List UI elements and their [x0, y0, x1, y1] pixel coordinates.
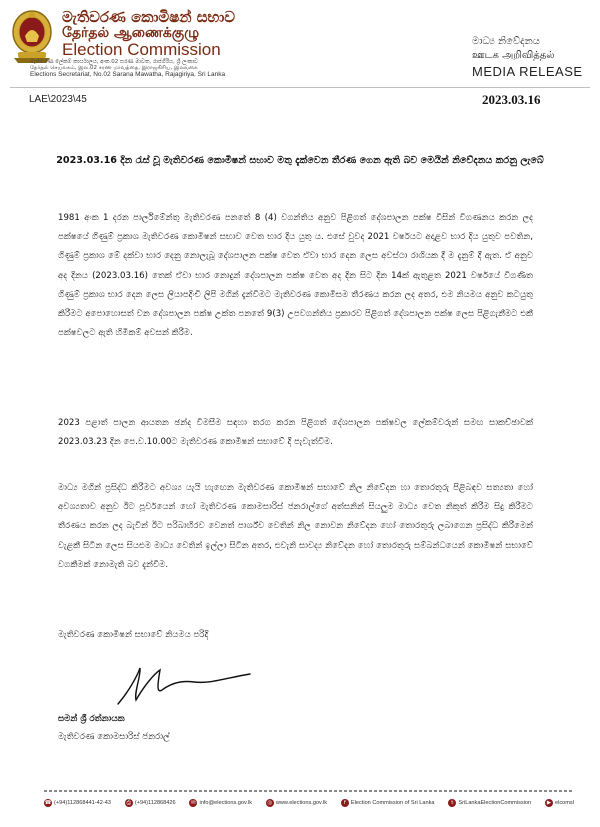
twitter-icon: t [448, 799, 456, 807]
closing-line: මැතිවරණ කොමිෂන් සභාවේ නියමය පරිදි [58, 630, 209, 640]
facebook-link[interactable]: Election Commission of Sri Lanka [350, 800, 435, 806]
email-icon: ✉ [191, 800, 196, 806]
footer-fax [125, 799, 176, 807]
twitter-link[interactable]: SriLankaElectionCommission [458, 800, 532, 806]
footer-youtube[interactable] [545, 799, 574, 807]
youtube-link[interactable]: elcomsl [554, 800, 574, 806]
facebook-icon: f [341, 799, 349, 807]
footer-twitter[interactable] [448, 799, 531, 807]
footer-email[interactable] [189, 799, 252, 807]
footer-facebook[interactable] [341, 799, 435, 807]
election-commission-emblem [9, 8, 55, 64]
paragraph-1: 1981 අංක 1 දරන පාර්ලිමේන්තු මැතිවරණ පනතේ 8 (4) වගන්තිය අනුව පිළිගත් දේශපාලන පක්ෂ විසින් විගණනය කරන ලද පක්ෂයේ ගිණුම් ප්‍රකාශ මැතිවරණ කොමිෂන් සභාව වෙත භාර දිය යුතු ය. එසේ වුවද 2021 වර්ෂයට අදාළව භාර දිය යුතුව පවතින, ගිණුම් ප්‍රකාශ මේ දක්වා භාර දෙනු නොලැබූ දේශපාලන පක්ෂ වෙත ඒවා භාර දෙන ලෙස අවස්ථා රාශියක දී ම දැනුම් දී ඇත. ඒ අනුව අද දිනය (2023.03.16) තෙක් ඒවා භාර නොදුන් දේශපාලන පක්ෂ වෙත අද දින සිට දින 14ක් ඇතුළත 2021 වර්ෂයේ විගණිත ගිණුම් ප්‍රකාශ භාර දෙන ලෙස ලියාපදිංචි ලිපි මගින් දැන්වීමට මැතිවරණ කොමිසම තීරණය කරන ලද අතර, එම නියමය අනුව කටයුතු කිරීමට අපොහොසත් වන දේශපාලන පක්ෂ උක්ත පනතේ 9(3) උපවගන්තිය ප්‍රකාරව පිළිගත් දේශපාලන පක්ෂ ලෙස පිළිගැනීමට එකී පක්ෂවලට ඇති හිමිකම් අවසන් කිරීම. [58, 213, 533, 339]
footer-phone [44, 799, 111, 807]
footer-divider [44, 790, 574, 792]
media-release-tamil: ஊடக அறிவித்தல் [472, 50, 555, 61]
media-release-sinhala: මාධ්‍ය නිවේදනය [472, 36, 540, 47]
phone-number: (+94)112868441-42-43 [54, 800, 111, 806]
footer-website[interactable] [266, 799, 327, 807]
website-link[interactable]: www.elections.gov.lk [275, 800, 328, 806]
secretariat-address-english: Elections Secretariat, No.02 Sarana Mawatha, Rajagiriya, Sri Lanka [30, 71, 226, 78]
org-name-sinhala: මැතිවරණ කොමිෂන් සභාව [62, 8, 236, 26]
release-date: 2023.03.16 [482, 92, 541, 107]
fax-icon: ⎙ [126, 800, 132, 806]
handwritten-signature [110, 660, 260, 710]
phone-icon: ☎ [44, 800, 52, 806]
signer-name: සමන් ශ්‍රී රත්නායක [58, 714, 125, 724]
release-title: 2023.03.16 දින රැස් වූ මැතිවරණ කොමිෂන් සභාව මතු දැක්වෙන තීරණ ගෙන ඇති බව මෙයින් නිවේදනය කරනු ලැබේ [56, 155, 544, 166]
secretariat-address-tamil: தேர்தல் செயலகம், இல.02 சரண மாவத்தை, இராஜகிரிய, இலங்கை [30, 65, 198, 71]
secretariat-address-sinhala: මැතිවරණ ලේකම් කාර්යාලය, අංක.02 සරණ මාවත, රාජගිරිය, ශ්‍රී ලංකාව [30, 59, 198, 65]
paragraph-2: 2023 පළාත් පාලන ආයතන ඡන්ද විමසීම සඳහා තරග කරන පිළිගත් දේශපාලන පක්ෂවල ලේකම්වරුන් සමඟ සාකච්ඡාවක් 2023.03.23 දින පෙ.ව.10.00ට මැතිවරණ කොමිෂන් සභාවේ දී පැවැත්වීම. [58, 418, 533, 448]
media-release-english: MEDIA RELEASE [472, 64, 583, 79]
reference-number: LAE\2023\45 [29, 94, 87, 105]
signer-title: මැතිවරණ කොමසාරිස් ජනරාල් [58, 732, 170, 742]
org-name-english: Election Commission [62, 40, 221, 59]
youtube-icon: ▶ [546, 800, 552, 806]
fax-number: (+94)112868426 [134, 800, 176, 806]
org-name-tamil: தேர்தல் ஆணைக்குழு [62, 25, 200, 41]
footer-contacts [44, 799, 574, 807]
globe-icon: ◎ [267, 800, 273, 806]
email-address[interactable]: info@elections.gov.lk [199, 800, 252, 806]
header-divider [10, 87, 590, 88]
paragraph-3: මාධ්‍ය මගින් ප්‍රසිද්ධ කිරීමට අවශ්‍ය යැයි හැඟෙන මැතිවරණ කොමිෂන් සභාවේ නිල නිවේදන හා තොරතුරු පිළිබඳව සත්‍යතා හෝ අවශ්‍යතාව අනුව ඊට පූර්වයෙන් හෝ මැතිවරණ කොමසාරිස් ජනරාල්ගේ අත්සනින් සියලුම මාධ්‍ය වෙත නිකුත් කිරීම සිදු කිරීමට තීරණය කරන ලද බැවින් ඊට පරිබාහිරව වෙනත් පාර්ශ්ව වෙතින් නිල නොවන නිවේදන හෝ තොරතුරු ලබාගෙන ප්‍රසිද්ධ කිරීමෙන් වැළකී සිටින ලෙස සියළුම මාධ්‍ය වෙතින් ඉල්ලා සිටින අතර, එවැනි සාවද්‍ය නිවේදන හෝ තොරතුරු සම්බන්ධයෙන් කොමිෂන් සභාවේ වගකීමක් නොමැති බව දැන්වීම. [58, 483, 533, 570]
